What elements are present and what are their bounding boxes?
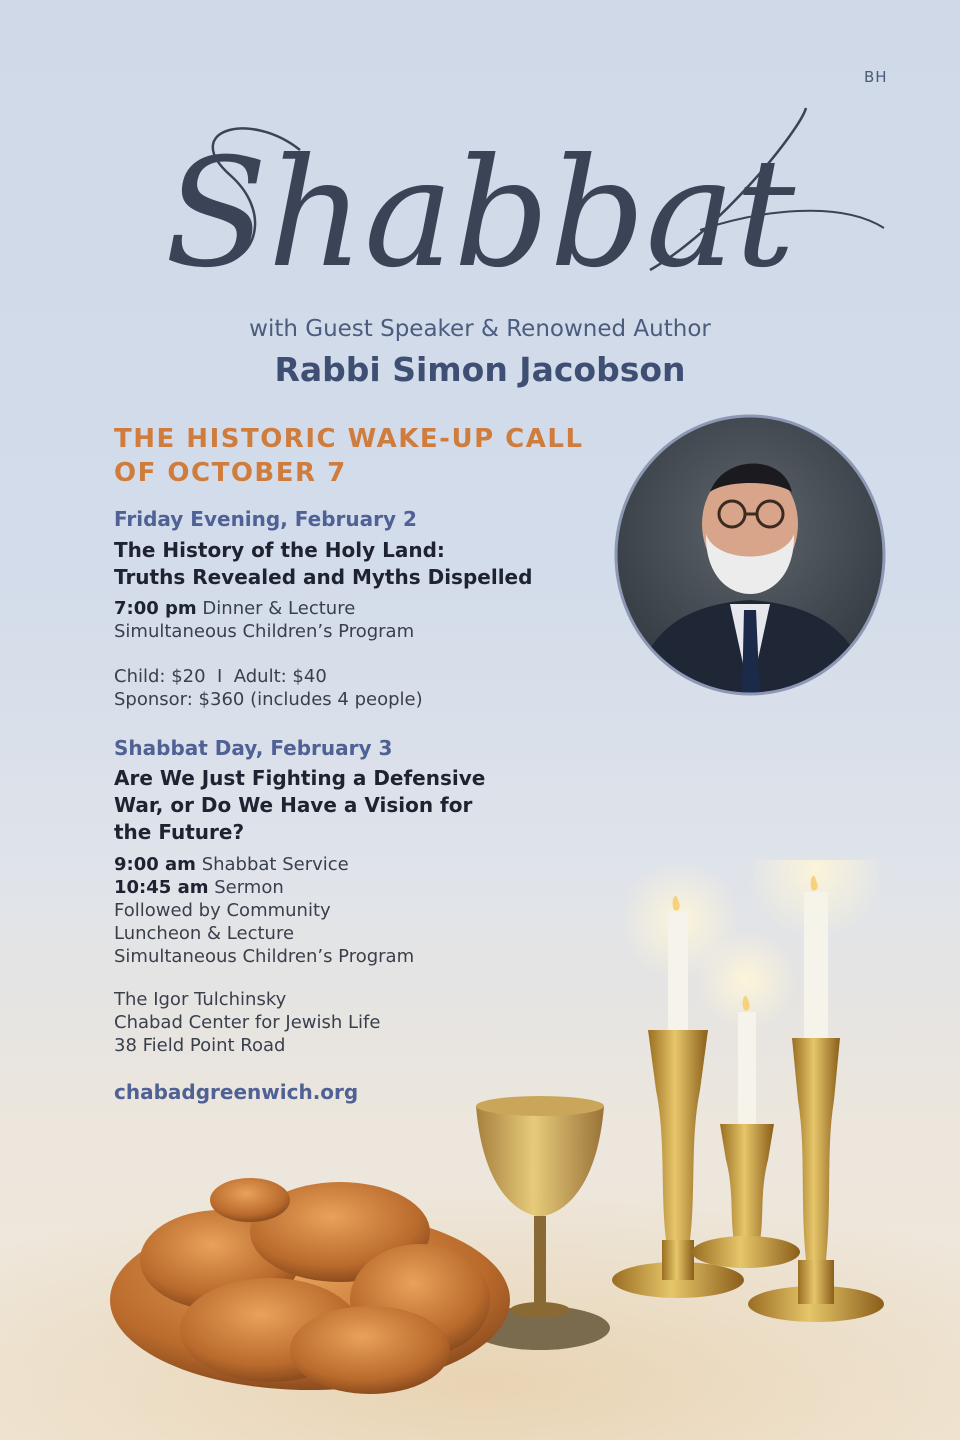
friday-schedule: [114, 597, 594, 643]
friday-talk-title: [114, 537, 594, 591]
headline-line-2: OF OCTOBER 7: [114, 458, 347, 488]
friday-talk-line-1: The History of the Holy Land:: [114, 538, 445, 562]
shabbat-talk-line-2: War, or Do We Have a Vision for: [114, 793, 473, 817]
shabbat-line-3: Followed by Community: [114, 900, 331, 921]
friday-time: 7:00 pm: [114, 598, 197, 619]
headline: [114, 422, 634, 490]
friday-program: Simultaneous Children’s Program: [114, 621, 415, 642]
friday-time-desc: Dinner & Lecture: [202, 598, 356, 619]
friday-prices: [114, 665, 594, 711]
shabbat-talk-line-3: the Future?: [114, 820, 245, 844]
bh-mark: BH: [864, 68, 888, 86]
prices-line-2: Sponsor: $360 (includes 4 people): [114, 689, 423, 710]
speaker-name: Rabbi Simon Jacobson: [274, 350, 686, 389]
shabbat-time1: 9:00 am: [114, 854, 196, 875]
shabbat-time2-desc: Sermon: [214, 877, 284, 898]
website-link[interactable]: chabadgreenwich.org: [114, 1080, 359, 1104]
shabbat-date: Shabbat Day, February 3: [114, 736, 393, 760]
shabbat-talk-line-1: Are We Just Fighting a Defensive: [114, 766, 486, 790]
shabbat-time2: 10:45 am: [114, 877, 209, 898]
shabbat-line-5: Simultaneous Children’s Program: [114, 946, 415, 967]
subtitle: with Guest Speaker & Renowned Author: [249, 316, 711, 342]
prices-line-1: Child: $20 I Adult: $40: [114, 666, 327, 687]
shabbat-talk-title: [114, 765, 514, 846]
title-text: Shabbat: [164, 127, 796, 301]
address-line-2: Chabad Center for Jewish Life: [114, 1012, 381, 1033]
friday-talk-line-2: Truths Revealed and Myths Dispelled: [114, 565, 533, 589]
headline-line-1: THE HISTORIC WAKE-UP CALL: [114, 424, 584, 454]
friday-time-line: [114, 597, 594, 620]
address-line-3: 38 Field Point Road: [114, 1035, 286, 1056]
shabbat-script-title: [0, 60, 960, 330]
speaker-portrait: [614, 414, 886, 696]
shabbat-line-4: Luncheon & Lecture: [114, 923, 295, 944]
shabbat-time1-desc: Shabbat Service: [201, 854, 349, 875]
address-line-1: The Igor Tulchinsky: [114, 989, 287, 1010]
shabbat-table-illustration: [0, 860, 960, 1440]
friday-date: Friday Evening, February 2: [114, 507, 417, 531]
